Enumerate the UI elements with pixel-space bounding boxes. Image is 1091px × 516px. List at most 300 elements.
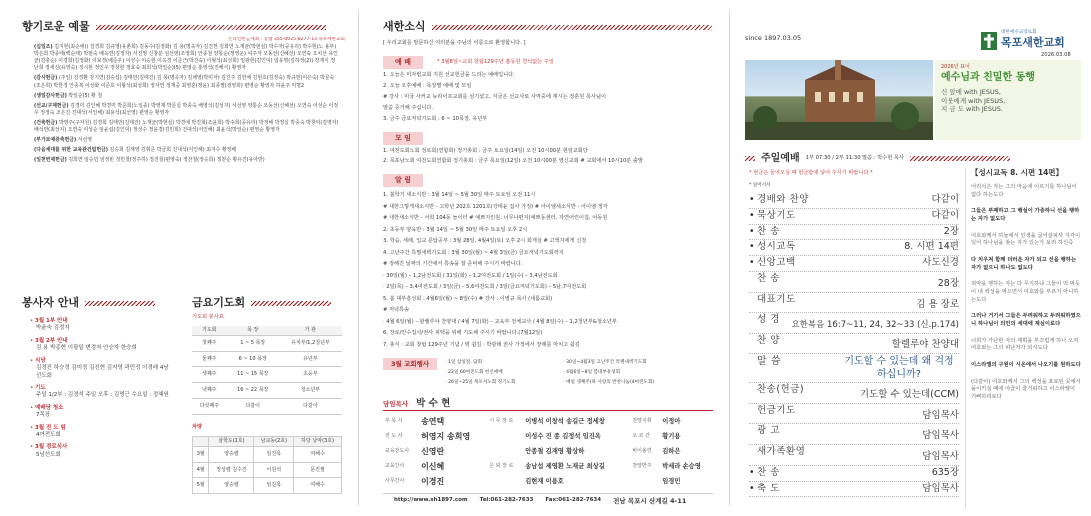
- table-cell: 초등부: [279, 367, 342, 383]
- order-label-wrap: [749, 314, 780, 327]
- table-header-cell: 삼학도(1호): [209, 437, 254, 447]
- bullet-dot: [749, 314, 757, 327]
- staff-row: [383, 444, 715, 459]
- table-cell: 유년부: [279, 351, 342, 367]
- staff-row: [383, 414, 715, 429]
- fax-number: Fax:061-282-7634: [545, 497, 602, 503]
- order-label-wrap: [749, 194, 809, 207]
- table-cell: 정성렬 김수진: [209, 462, 254, 478]
- event-line: · 매일 셋째주(하 사랑의 반찬나눔(4여전도회): [563, 380, 655, 385]
- order-label: 말 씀: [757, 356, 781, 368]
- church-address: 전남 목포시 산계길 4-11: [613, 497, 687, 505]
- order-item: [749, 272, 959, 293]
- reading-verse: 너희가 가난한 자의 계획을 부끄럽게 하나 오직 여호와는 그의 피난처가 되시도다: [971, 337, 1079, 352]
- bullet-dot: •: [749, 209, 755, 221]
- bullet-dot: •: [749, 241, 755, 253]
- offering-names: 김지현(최순애)) 김경희 김규영(유춘희) 김동수(김정화) 김 용(명옥자) 김진헌 김희연 노재균(박현심) 박수자(공유리) 박수현(노 용부) 박은희 박종태(백순태) 박천숙 배옥연(김정자) 서진영 신창분 심선영(조영희) 안종철 양통순(정영운) 여주자 오동선(신혜선) 오연숙 오치선 유인균(김충순) 이경희(김정화) 이보경(배준우) 이성수 이승현 이옥경 이준근(박진숙) 이형석(최성희) 임광현(김인덕) 임유명(김하정(2)) 장재식 정난희 정세진(유영숙) 정시현 정인우 정창현 정효숙 최희석(박일순)(5) 편영순 홍영석(진해식) 황영자: [34, 44, 338, 72]
- table-cell: 11 ~ 15 목장: [227, 367, 279, 383]
- responsive-reading: [971, 184, 1081, 411]
- table-row: [193, 478, 342, 494]
- announcement-list: [383, 190, 718, 351]
- order-label: 성시교독: [757, 241, 796, 253]
- staff-role: 오 르 간: [632, 433, 650, 439]
- senior-pastor: [383, 398, 450, 411]
- order-label-wrap: [749, 257, 796, 270]
- table-cell: 양승렬: [209, 478, 254, 494]
- table-header-cell: 목 장: [227, 326, 279, 335]
- order-label-wrap: [749, 273, 780, 286]
- order-of-worship: [749, 193, 959, 497]
- staff-names: 이성수 진 종 김정석 임진옥: [525, 433, 601, 440]
- volunteer-entry: [30, 444, 170, 459]
- welcome-text: [ 우리교회를 방문하신 여러분을 주님의 이름으로 환영합니다. ]: [383, 40, 526, 46]
- reading-verse: 여호와께서 하늘에서 인생을 굽어살피사 지각이 있어 하나님을 찾는 자가 있는가 보려 하신즉: [971, 232, 1081, 247]
- offering-entry: [34, 44, 339, 72]
- notice-line: 3. 학습, 세례, 입교 문답공부 : 3월 28일, 4월4일(토) 오후 2시 회개실 # 고액지에게 신청: [383, 238, 587, 244]
- notice-line: # 새한그렇게새소식반 - 고학년 202호 1201호(강태윤 집사 가정) # 아이엠새소식반 - 아이엠 정자: [383, 203, 608, 210]
- offering-category: (선교/구제헌금): [34, 102, 69, 109]
- offering-entry: [34, 157, 339, 164]
- volunteer-entry: [30, 385, 170, 400]
- offering-names: 김승희 김재영 김휘준 박금희 진대석(서인해) 최지수 황정배: [109, 147, 237, 154]
- offering-entry: [34, 120, 339, 134]
- order-label-wrap: [749, 405, 796, 418]
- event-line: · 4월6일~8일 봄대부흥성회: [563, 370, 621, 375]
- volunteer-role: 식당: [35, 357, 46, 364]
- table-header-cell: [193, 437, 209, 447]
- table-cell: 16 ~ 22 목장: [227, 383, 279, 399]
- bullet-dot: •: [749, 482, 755, 494]
- prayer-schedule-subtitle: 기도회 봉사표: [192, 314, 224, 320]
- table-header-cell: 가 관: [279, 326, 342, 335]
- table-row: [192, 335, 342, 351]
- notice-line: # 새한새소식반 - 서희 104동 놀이터 # 예쁘지린원, 너무나편지(예쁘동센터, 자연어린이집, 어동원: [383, 215, 608, 221]
- table-cell: 다같이: [279, 398, 342, 414]
- bullet-dot: •: [30, 404, 35, 411]
- staff-names: 허영지 송희영: [421, 432, 471, 441]
- service-header: [745, 152, 1010, 166]
- table-cell: 임진목: [254, 478, 294, 494]
- bullet-dot: [749, 355, 757, 369]
- worship-header: [383, 56, 554, 69]
- staff-names: 박세라 손승영: [662, 463, 701, 470]
- offering-category: (건축헌금): [34, 119, 58, 126]
- order-label: 대표기도: [757, 293, 796, 305]
- volunteer-role: 예배당 청소: [35, 404, 64, 411]
- notice-line: 1. 여전도회노회 정로회(연합회) 정기총회 : 금주 토요일(14일) 오전 10시00분 현일교회당: [383, 148, 588, 154]
- staff-role: [487, 429, 523, 444]
- staff-role: 교육전도사: [385, 448, 410, 454]
- senior-pastor-label: 담임목사: [383, 400, 409, 409]
- table-cell: 여해수: [294, 478, 342, 494]
- offering-entry: [34, 103, 339, 117]
- church-logo-block: [981, 30, 1065, 51]
- volunteer-names: 주일 1/2부 : 김경석 주일 오후 : 김명근 수요일 : 정혜원: [36, 392, 169, 399]
- footer-divider: [383, 493, 713, 494]
- order-value: 김 용 장로: [916, 298, 959, 310]
- table-cell: 3월: [193, 446, 209, 462]
- table-cell: 양승렬: [209, 446, 254, 462]
- staff-role: 부 목 사: [385, 418, 403, 424]
- table-row: [193, 446, 342, 462]
- since-text: since 1897.03.05: [745, 34, 802, 42]
- staff-role: 은 퇴 장 로: [489, 463, 514, 469]
- bullet-dot: •: [30, 424, 35, 431]
- news-column: [366, 0, 723, 516]
- order-label: 찬 송: [757, 466, 780, 478]
- staff-names: 신영란: [421, 447, 445, 456]
- volunteer-role: 3월 1부 안내: [35, 318, 68, 324]
- offering-notice: * 현금은 들어오실 때 헌금함에 넣어 주시기 바랍니다 *: [749, 170, 873, 176]
- title-hatch-decoration: [85, 301, 155, 306]
- reading-verse: 그러나 거기서 그들은 두려워하고 두려워하였으니 하나님이 의인의 세대에 계심이로다: [971, 313, 1081, 328]
- table-row: [192, 383, 342, 399]
- march-events-list-2: [563, 358, 713, 388]
- volunteer-names: 박윤숙 김정자: [36, 325, 70, 332]
- notice-line: 2. 오늘 오후예배 : 목장별 예배 및 모임: [383, 83, 472, 89]
- offering-names: 김희연 임승민 임정빈 정민철(정주하) 정진철(편영숙) 정찬철(정승희) 정찬순 황유진(유아반): [68, 157, 265, 164]
- offering-names: 박영주(구자원) 김경희 김태민(김태진) 노재균(박현심) 박경애 박진희(조윤희) 박수희(공유리) 박정해 박정실 박종숙 박창덕(김영자) 배석연(최성지) 오연숙 이성순 임윤섭(김인덕) 정성수 정윤경(김민희) 진대석(서인해) 최윤석(박일순) 편영순 황영자: [34, 119, 339, 134]
- bullet-dot: •: [749, 194, 755, 205]
- order-label-wrap: [749, 210, 796, 223]
- order-label-wrap: [749, 467, 780, 480]
- volunteer-entry: [30, 358, 170, 380]
- notice-line: 1. 봄학기 새소식반 : 3월 14일 ~ 5월 30일 매주 토요일 오전 11시: [383, 192, 536, 198]
- order-label: 새가족환영: [757, 446, 806, 458]
- table-cell: 6 ~ 10 목장: [227, 351, 279, 367]
- table-cell: 4월: [193, 462, 209, 478]
- church-building-image: [745, 60, 933, 140]
- order-label: 축 도: [757, 482, 780, 494]
- offering-entry: [34, 147, 339, 154]
- bullet-dot: •: [749, 225, 755, 237]
- staff-names: 임경민: [662, 478, 681, 485]
- order-item: [749, 225, 959, 241]
- order-label-wrap: [749, 241, 796, 254]
- volunteer-role-row: [30, 358, 170, 365]
- vehicle-table: [192, 436, 342, 494]
- table-header-row: [193, 437, 342, 447]
- order-label: 경배와 찬양: [757, 194, 809, 205]
- volunteer-names: 7목장: [36, 412, 51, 419]
- worship-order-column: [735, 0, 1091, 516]
- order-value: 기도할 수 있는데 왜 걱정 하십니까?: [844, 356, 954, 381]
- bullet-dot: •: [30, 384, 35, 391]
- table-cell: 셋째주: [192, 367, 227, 383]
- order-item: [749, 404, 959, 425]
- church-name: 목포새한교회: [1001, 36, 1065, 50]
- order-label-wrap: [749, 355, 781, 369]
- order-item: [749, 293, 959, 314]
- motto-line-2: 이웃에게 with JESUS,: [941, 96, 1006, 105]
- reading-verse: (다같이) 여호와께서 그의 백성을 포로된 곳에서 돌이키실 때에 야곱이 즐거워하고 이스라엘이 기뻐하리로다: [971, 378, 1081, 401]
- staff-role: 찬양반주: [632, 463, 652, 469]
- event-line: · 30일~4월3일 고난주간 특별새벽기도회: [563, 360, 647, 365]
- title-hatch-decoration: [745, 156, 755, 161]
- church-logo-icon: [981, 32, 997, 50]
- motto-panel: [935, 60, 1081, 140]
- motto-year: 2026년 표어: [941, 64, 970, 70]
- order-value: 담임목사: [922, 450, 959, 462]
- volunteer-entry: [30, 338, 170, 353]
- staff-names: 이신혜: [421, 462, 445, 471]
- volunteer-role: 3월 전 도 팀: [35, 424, 66, 431]
- notice-line: 2. 초등부 양육반 : 3월 14일 ~ 5월 30일 매주 토요일 오후 2시: [383, 226, 528, 233]
- bulletin-date: 2026.03.08: [1041, 52, 1071, 58]
- motto-line-1: 신 앞에 with JESUS,: [941, 87, 1001, 96]
- bullet-dot: •: [749, 257, 755, 269]
- order-value: 담임목사: [922, 430, 959, 442]
- reading-verse: 죄악을 행하는 자는 다 무지하냐 그들이 떡 먹듯이 내 백성을 먹으면서 여호와를 부르지 아니하는도다: [971, 281, 1081, 303]
- bullet-dot: •: [30, 318, 35, 324]
- staff-names: 송연택: [421, 417, 445, 426]
- staff-role: [630, 474, 660, 489]
- bullet-dot: •: [30, 357, 35, 364]
- bullet-dot: [749, 273, 757, 286]
- order-label-wrap: [749, 425, 780, 438]
- volunteer-role: 3월 2부 안내: [35, 337, 68, 344]
- order-value: 기도할 수 있는데(CCM): [859, 389, 959, 401]
- table-cell: 유치부/1,2청년부: [279, 335, 342, 351]
- bullet-dot: [749, 425, 757, 438]
- table-cell: 이원석: [254, 462, 294, 478]
- order-item: [749, 334, 959, 355]
- vehicle-subtitle: 차량: [192, 424, 203, 430]
- meeting-notice-list: [383, 146, 718, 166]
- order-label: 헌금기도: [757, 404, 796, 416]
- volunteer-role: 3월 경로식사: [35, 444, 68, 451]
- staff-names: 이병석 이창석 송길근 정세창: [525, 418, 605, 425]
- staff-role: 교육간사: [385, 463, 405, 469]
- volunteer-names: 김 용 박종현 이광일 변경자 안승자 한승희: [36, 345, 137, 352]
- notice-line: 말씀 증거해 주십니다.: [383, 105, 434, 111]
- staff-names: 황기용: [662, 433, 681, 440]
- march-events: [383, 358, 713, 388]
- offering-entry: [34, 93, 339, 100]
- prayer-schedule-table: [192, 326, 342, 415]
- volunteer-role: 기도: [35, 384, 46, 391]
- staff-names: 안종철 김재영 황상하: [525, 448, 585, 455]
- table-row: [192, 367, 342, 383]
- title-hatch-decoration: [251, 301, 331, 306]
- order-value: 담임목사: [922, 409, 959, 421]
- order-label: 묵상기도: [757, 209, 796, 221]
- notice-line: 5. 봄 대부흥성회 : 4월6일(월) ~ 8일(수) # 강사 : 이병규 목사 (새롬교회): [383, 295, 553, 302]
- title-hatch-decoration: [910, 156, 1010, 161]
- column-divider: [358, 10, 359, 506]
- table-cell: 여해수: [294, 446, 342, 462]
- order-label: 광 고: [757, 425, 780, 437]
- table-cell: 문진필: [294, 462, 342, 478]
- notice-line: 2. 목포남노회 여전도회연합회 정기총회 : 금주 목요일(12일) 오전 10시00분 영신교회 # 교회에서 10시10분 출발: [383, 158, 643, 164]
- offering-names: 박일순(5) 황 철: [68, 92, 103, 99]
- bullet-dot: •: [30, 444, 35, 451]
- table-row: [193, 462, 342, 478]
- order-item: [749, 193, 959, 209]
- bullet-dot: •: [749, 466, 755, 478]
- notice-line: # 저녁특송: [383, 307, 410, 313]
- bullet-dot: [749, 335, 757, 348]
- volunteer-section-title: [22, 296, 155, 311]
- volunteer-title: 봉사자 안내: [22, 296, 79, 309]
- meeting-pill: 모 임: [383, 132, 423, 145]
- meeting-header: [383, 132, 423, 145]
- staff-role: [487, 474, 523, 489]
- table-cell: 다같이: [227, 398, 279, 414]
- offering-names: 서선영: [77, 137, 93, 144]
- march-events-list-1: [445, 358, 555, 388]
- title-hatch-decoration: [96, 25, 326, 30]
- order-value: 요한복음 16:7~11, 24, 32~33 (신.p.174): [791, 320, 959, 331]
- volunteer-names: 4여전도회: [36, 432, 61, 439]
- order-item: [749, 482, 959, 498]
- offering-entry: [34, 137, 339, 144]
- title-hatch-decoration: [432, 25, 712, 30]
- table-header-cell: 기도회: [192, 326, 227, 335]
- service-times: 1부 07:30 / 2부 11:30 말씀 : 박수현 목사: [805, 155, 904, 162]
- bullet-dot: [749, 384, 757, 397]
- order-value: 다같이: [931, 194, 959, 205]
- table-cell: 임진목: [254, 446, 294, 462]
- staff-names: 송남섭 제영환 노재균 최상길: [525, 463, 605, 470]
- offering-category: (십일조): [34, 44, 53, 50]
- website-link[interactable]: http://www.sh1897.com: [394, 497, 468, 503]
- order-label: 찬 송: [757, 225, 780, 237]
- volunteer-role-row: [30, 425, 170, 432]
- order-label: 성 경: [757, 314, 780, 326]
- notice-line: 6. 장로/안수집사/권사 피택을 위해 기도해 주시기 바랍니다.(7월12일): [383, 330, 543, 336]
- offering-category: (부가보예증축헌금): [34, 137, 77, 144]
- order-item: [749, 354, 959, 383]
- bullet-dot: •: [30, 337, 35, 344]
- notice-line: · 30일(월) – 1,2남전도회 / 31일(화) – 1,2여전도회 / 1일(수) – 3,4남전도회: [383, 272, 558, 279]
- staff-role: 바이올린: [632, 448, 652, 454]
- notice-header: [383, 174, 423, 187]
- notice-line: # 정해진 날짜의 기간에서 특송을 잘 준비해 주시기 바랍니다.: [383, 261, 523, 267]
- order-label-wrap: [749, 335, 780, 348]
- order-label-wrap: [749, 483, 780, 496]
- table-row: [192, 351, 342, 367]
- news-title: 새한소식: [383, 20, 426, 33]
- staff-row: [383, 474, 715, 489]
- order-label: 찬 송: [757, 273, 780, 285]
- news-section-title: [383, 20, 712, 35]
- responsive-reading-title: 【성시교독 8. 시편 14편】: [971, 168, 1064, 177]
- staff-names: 김하은: [662, 448, 681, 455]
- reading-verse: 이스라엘의 구원이 시온에서 나오기를 원하도다: [971, 362, 1081, 369]
- offering-list: [34, 44, 339, 168]
- offering-category: (생일감사헌금): [34, 92, 67, 99]
- notice-line: 7. 총식 : 교회 창립 129주년 기념 / 텍 쉽김 : 박광래 권사 가정에서 장례를 마치고 쉽김: [383, 341, 580, 348]
- staff-role: 전 도 사: [385, 433, 403, 439]
- volunteer-names: 5남선도회: [36, 451, 61, 458]
- table-cell: 청소년부: [279, 383, 342, 399]
- prayer-section-title: [192, 296, 331, 311]
- column-divider: [729, 10, 730, 506]
- table-cell: 첫째주: [192, 335, 227, 351]
- event-line: · 22일 60여전도회 헌신예배: [445, 370, 503, 375]
- order-label-wrap: [749, 226, 780, 239]
- offering-category: (다음세대를 위한 교육관건립헌금): [34, 147, 109, 154]
- offering-category: (일천번제헌금): [34, 157, 67, 164]
- notice-line: 1. 오늘은 미자립교회 지원 선교헌금을 드리는 예배입니다.: [383, 72, 515, 78]
- staff-table: [383, 414, 715, 489]
- table-header-row: [192, 326, 342, 335]
- senior-pastor-name: 박 수 현: [416, 398, 451, 409]
- volunteer-role-row: [30, 444, 170, 451]
- volunteer-role-row: [30, 405, 170, 412]
- order-label: 찬 양: [757, 334, 780, 346]
- table-header-cell: 남교동(2호): [254, 437, 294, 447]
- notice-line: # 강사 : 미국 사커교 뉴라이프교회를 섬기셨고, 지금은 선교사로 사역중에 계시는 정훈원 목사님이: [383, 94, 606, 100]
- table-row: [192, 398, 342, 414]
- event-line: · 26일~25일 목포서노회 정기노회: [445, 380, 516, 385]
- order-item: [749, 445, 959, 466]
- bullet-dot: [749, 446, 757, 459]
- bullet-dot: [749, 405, 757, 418]
- event-line: · 1일 삼일절, 답회: [445, 360, 483, 365]
- order-value: 28장: [937, 277, 959, 289]
- staff-row: [383, 429, 715, 444]
- order-label-wrap: [749, 384, 804, 397]
- service-title: 주일예배: [761, 153, 800, 164]
- staff-divider: [383, 410, 713, 411]
- prayer-meeting-title: 금요기도회: [192, 296, 246, 309]
- volunteer-entry: [30, 405, 170, 420]
- order-value: 할렐루야 찬양대: [891, 339, 959, 351]
- denomination-name: 대한예수교장로회: [1001, 30, 1037, 35]
- volunteer-list: [30, 318, 170, 464]
- table-cell: 1 ~ 5 목장: [227, 335, 279, 351]
- offering-names: 김경미 김인혜 박경미 박준희(노일종) 박영재 박문실 박종숙 배영석(김성지) 서선영 양통순 오동선(신혜선) 오연숙 이성순 이정우 정정숙 조은진 진대석(서인해) 최용석(최선영) 편영순 황영자: [34, 102, 339, 116]
- order-item: [749, 313, 959, 333]
- bullet-dot: [749, 294, 757, 307]
- table-cell: 5월: [193, 478, 209, 494]
- volunteer-entry: [30, 318, 170, 333]
- reading-verse: 어리석은 자는 그의 마음에 이르기를 하나님이 없다 하는도다: [971, 184, 1077, 198]
- order-value: 2장: [943, 225, 959, 237]
- staff-role: 시 무 장 로: [489, 418, 514, 424]
- order-item: [749, 424, 959, 445]
- reading-verse: 다 치우쳐 함께 더러운 자가 되고 선을 행하는 자가 없으니 하나도 없도다: [971, 257, 1077, 271]
- volunteer-entry: [30, 425, 170, 440]
- order-value: 담임목사: [922, 482, 959, 494]
- staff-names: 이정아: [662, 418, 681, 425]
- order-item: [749, 240, 959, 256]
- staff-role: 사무간사: [385, 478, 405, 484]
- staff-role: 찬양지휘: [632, 418, 652, 424]
- order-value: 다같이: [931, 209, 959, 221]
- worship-headline: * 3월8일~교회 창립129주년 홈동원 결석없는 주일: [436, 59, 554, 66]
- volunteer-names: 김경진 하승정 김미정 김진현 김지영 곽민정 이경래 4남선도회: [36, 365, 169, 379]
- order-item: [749, 256, 959, 272]
- motto-line-3: 지 금 도 with JESUS.: [941, 105, 1003, 114]
- order-label: 신앙고백: [757, 257, 796, 269]
- church-banner: [745, 26, 1081, 144]
- order-value: 8. 시편 14편: [904, 241, 959, 253]
- offering-category: (감사헌금): [34, 75, 58, 82]
- table-cell: 넷째주: [192, 383, 227, 399]
- notice-line: 3. 금주 금요저녁기도회 : 6 ~ 10목장, 유년부: [383, 116, 488, 122]
- worship-pill: 예 배: [383, 56, 423, 69]
- order-label: 찬송(헌금): [757, 384, 805, 396]
- order-item: [749, 466, 959, 482]
- offering-names: (주일) 김경환 강기연(김승섭) 김태민(김태진) 김 몽(명옥자) 김채영(박미자) 김진주 김한채 김현호(김정숙) 박규헌(이은숙) 박문숙(조은희) 박한경 안종복 이상화 이준호 이형석(최성희) 정자연 정재중 최영훈(정윤) 최종필(정영희) 편영순 황영자 하윤주 익명2: [34, 75, 335, 89]
- staff-names: 김현재 이용호: [525, 478, 564, 485]
- notice-pill: 알 림: [383, 174, 423, 187]
- offerings-section-title: [22, 20, 326, 35]
- order-label-wrap: [749, 446, 805, 459]
